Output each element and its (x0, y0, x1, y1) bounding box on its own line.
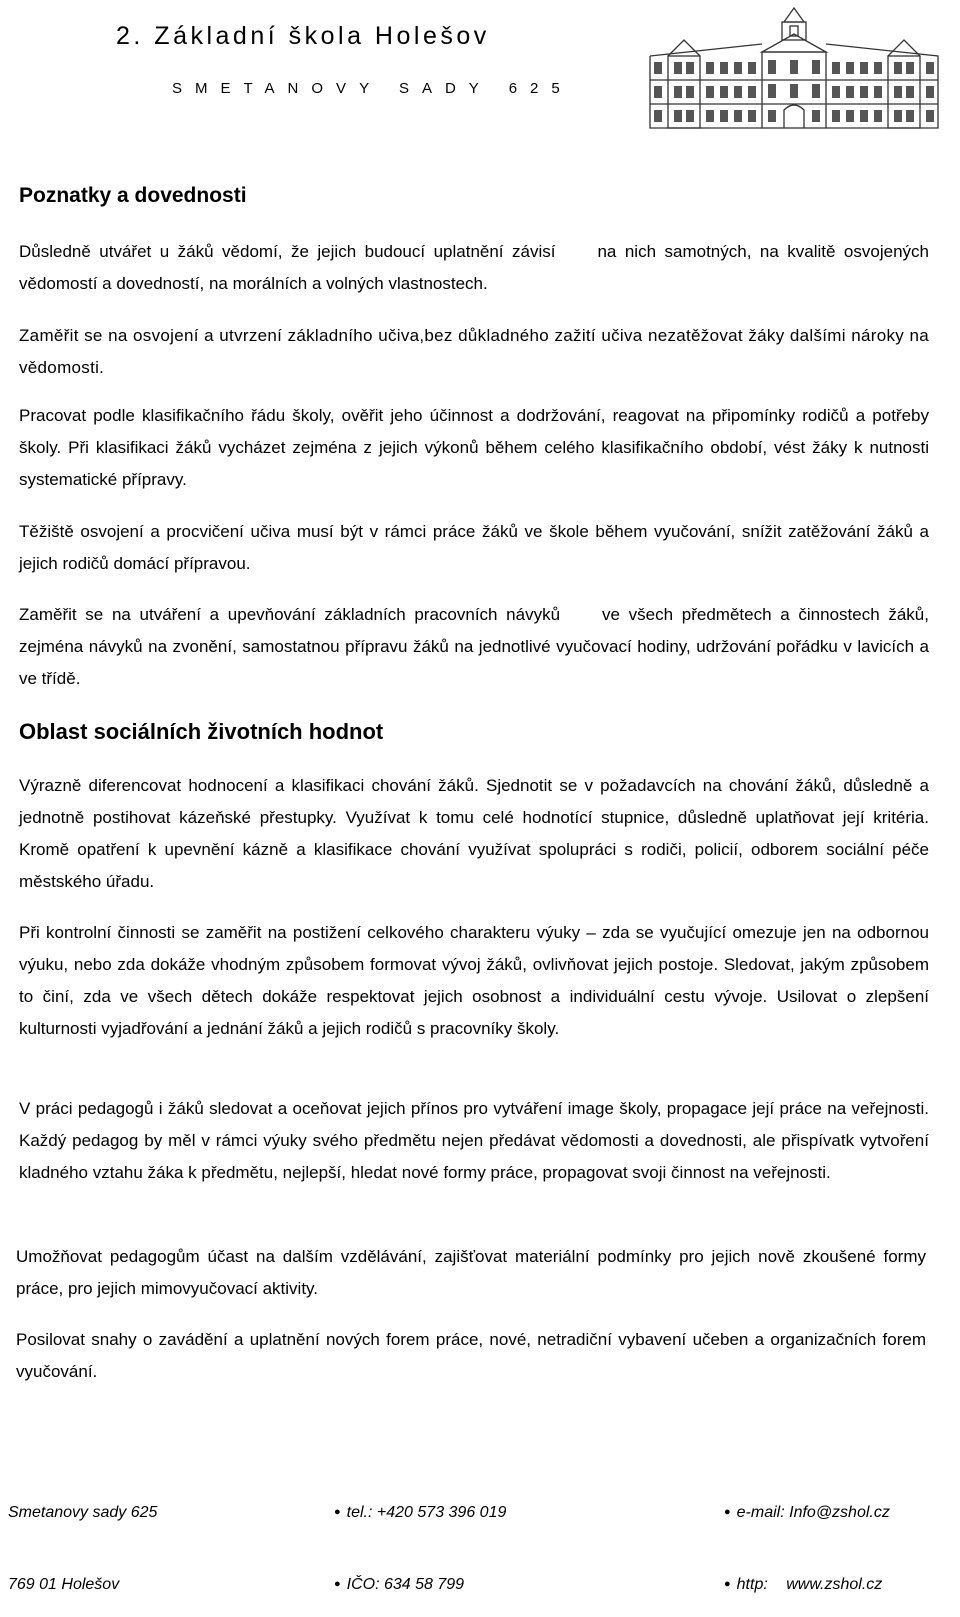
paragraph: Zaměřit se na utváření a upevňování základních pracovních návyků ve všech předmětech a činnostech žáků, zejména návyků na zvonění, samostatnou přípravu žáků na jednotlivé vyučovací hodiny, udržování pořádku v lavicích a ve třídě. (19, 605, 929, 688)
paragraph: Pracovat podle klasifikačního řádu školy, ověřit jeho účinnost a dodržování, reagovat na připomínky rodičů a potřeby školy. Při klasifikaci žáků vycházet zejména z jejich výkonů během celého klasifikačního období, vést žáky k nutnosti systematické přípravy. (19, 406, 929, 489)
bullet-icon: ● (724, 1578, 731, 1590)
paragraph: V práci pedagogů i žáků sledovat a oceňovat jejich přínos pro vytváření image školy, propagace její práce na veřejnosti. Každý pedagog by měl v rámci výuky svého předmětu nejen předávat vědomosti a dovednosti, ale přispívatk vytvoření kladného vztahu žáka k předmětu, nejlepší, hledat nové formy práce, propagovat svoji činnost na veřejnosti. (19, 1099, 929, 1182)
school-building-logo (644, 4, 944, 130)
email-link[interactable]: Info@zshol.cz (789, 1504, 890, 1521)
footer-phone: ● tel.: +420 573 396 019 (334, 1504, 507, 1521)
bullet-icon: ● (724, 1506, 731, 1518)
school-address-line: SMETANOVY SADY 625 (172, 80, 573, 97)
paragraph: Posilovat snahy o zavádění a uplatnění nových forem práce, nové, netradiční vybavení učeben a organizačních forem vyučování. (16, 1330, 926, 1381)
footer-address-street: Smetanovy sady 625 (8, 1504, 158, 1521)
website-link[interactable]: www.zshol.cz (786, 1576, 883, 1593)
bullet-icon: ● (334, 1578, 341, 1590)
paragraph: Důsledně utvářet u žáků vědomí, že jejich budoucí uplatnění závisí na nich samotných, na kvalitě osvojených vědomostí a dovedností, na morálních a volných vlastnostech. (19, 242, 929, 293)
paragraph: Těžiště osvojení a procvičení učiva musí být v rámci práce žáků ve škole během vyučování, snížit zatěžování žáků a jejich rodičů domácí přípravou. (19, 522, 929, 573)
footer-website: ● http: www.zshol.cz (724, 1576, 883, 1593)
section-heading-social-values: Oblast sociálních životních hodnot (19, 719, 384, 744)
school-name: 2. Základní škola Holešov (116, 22, 490, 50)
paragraph: Zaměřit se na osvojení a utvrzení základního učiva,bez důkladného zažití učiva nezatěžovat žáky dalšími nároky na vědomosti. (19, 326, 929, 377)
section-heading-knowledge: Poznatky a dovednosti (19, 184, 247, 207)
footer-email: ● e-mail: Info@zshol.cz (724, 1504, 890, 1521)
paragraph: Výrazně diferencovat hodnocení a klasifikaci chování žáků. Sjednotit se v požadavcích na chování žáků, důsledně a jednotně postihovat kázeňské přestupky. Využívat k tomu celé hodnotící stupnice, důsledně uplatňovat její kritéria. Kromě opatření k upevnění kázně a klasifikace chování využívat spolupráci s rodiči, policií, odborem sociální péče městského úřadu. (19, 776, 929, 891)
bullet-icon: ● (334, 1506, 341, 1518)
paragraph: Umožňovat pedagogům účast na dalším vzdělávání, zajišťovat materiální podmínky pro jejich nově zkoušené formy práce, pro jejich mimovyučovací aktivity. (16, 1247, 926, 1298)
footer-company-id: ● IČO: 634 58 799 (334, 1576, 465, 1593)
paragraph: Při kontrolní činnosti se zaměřit na postižení celkového charakteru výuky – zda se vyučující omezuje jen na odbornou výuku, nebo zda dokáže vhodným způsobem formovat vývoj žáků, ovlivňovat jejich postoje. Sledovat, jakým způsobem to činí, zda ve všech dětech dokáže respektovat jejich osobnost a individuální cestu vývoje. Usilovat o zlepšení kulturnosti vyjadřování a jednání žáků a jejich rodičů s pracovníky školy. (19, 923, 929, 1038)
footer-address-city: 769 01 Holešov (8, 1576, 120, 1593)
